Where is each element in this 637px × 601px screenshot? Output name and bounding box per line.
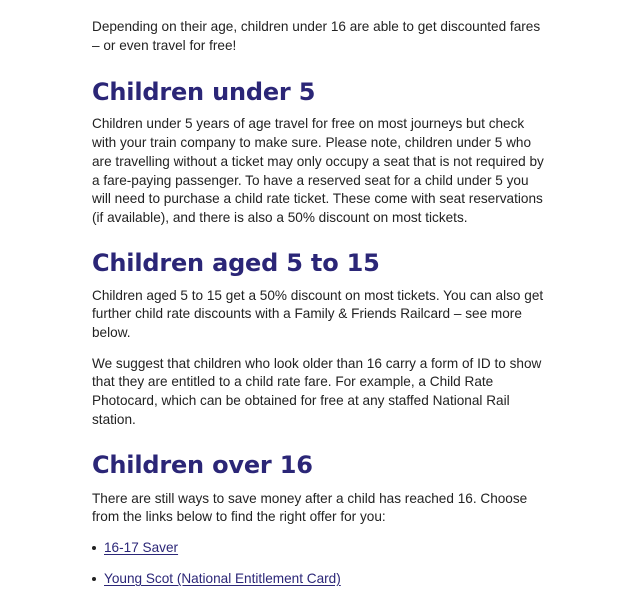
list-item xyxy=(92,539,547,557)
link-young-scot[interactable]: Young Scot (National Entitlement Card) xyxy=(104,570,341,586)
bullet-icon xyxy=(92,546,96,550)
over-16-paragraph: There are still ways to save money after a child has reached 16. Choose from the links below to find the right offer for you: xyxy=(92,490,528,525)
aged-5-to-15-paragraph-id: We suggest that children who look older than 16 carry a form of ID to show that they are entitled to a child rate fare. For example, a Child Rate Photocard, which can be obtained for free at any staffed National Rail station. xyxy=(92,355,542,427)
list-item xyxy=(92,570,547,588)
intro-paragraph: Depending on their age, children under 16 are able to get discounted fares – or even travel for free! xyxy=(92,19,541,53)
heading-children-over-16: Children over 16 xyxy=(92,450,313,479)
heading-children-aged-5-to-15: Children aged 5 to 15 xyxy=(92,248,380,277)
aged-5-to-15-paragraph-discount: Children aged 5 to 15 get a 50% discount on most tickets. You can also get further child rate discounts with a Family & Friends Railcard – see more below. xyxy=(92,287,544,341)
under-5-paragraph: Children under 5 years of age travel for free on most journeys but check with your train company to make sure. Please note, children under 5 who are travelling without a ticket may only occupy a seat that is not required by a fare-paying passenger. To have a reserved seat for a child under 5 you will need to purchase a child rate ticket. These come with seat reservations (if available), and there is also a 50% discount on most tickets. xyxy=(92,116,544,225)
link-16-17-saver[interactable]: 16-17 Saver xyxy=(104,539,179,555)
heading-children-under-5: Children under 5 xyxy=(92,78,316,107)
offer-links-list xyxy=(92,539,547,588)
bullet-icon xyxy=(92,577,96,581)
article-content xyxy=(92,10,547,601)
